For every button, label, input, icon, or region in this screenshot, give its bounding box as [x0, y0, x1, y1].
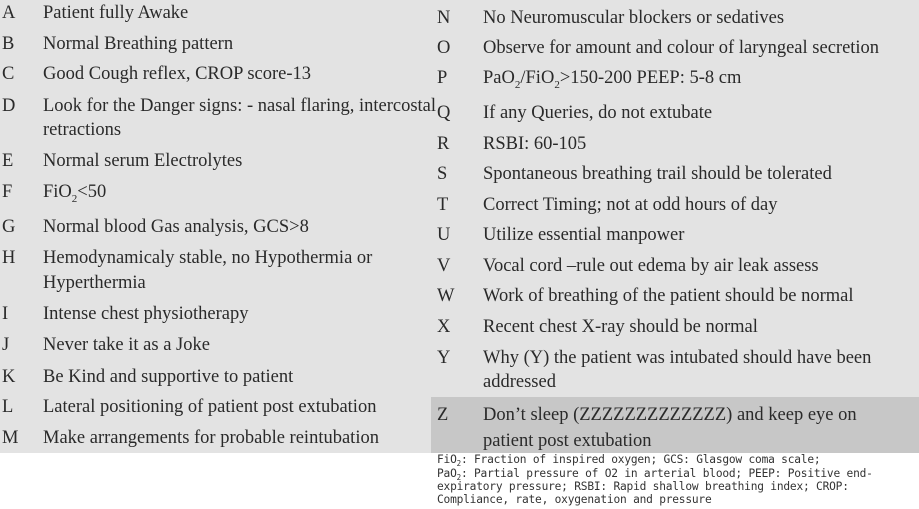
- list-item-v: [0, 253, 919, 279]
- item-text-line2: addressed: [483, 372, 556, 392]
- item-text: Recent chest X-ray should be normal: [483, 317, 758, 337]
- item-text-post: >150-200 PEEP: 5-8 cm: [559, 68, 742, 88]
- item-letter: C: [2, 64, 15, 84]
- item-letter: U: [437, 225, 451, 245]
- item-letter: K: [2, 367, 16, 387]
- footnote-abbr: FiO: [437, 453, 457, 466]
- item-letter: P: [437, 68, 448, 88]
- item-letter: M: [2, 428, 19, 448]
- item-letter: J: [2, 335, 10, 355]
- item-text-line1: Don’t sleep (ZZZZZZZZZZZZZ) and keep eye on: [483, 405, 857, 425]
- item-text: Spontaneous breathing trail should be tolerated: [483, 164, 832, 184]
- item-letter: V: [437, 256, 451, 276]
- subscript: 2: [71, 193, 78, 205]
- item-letter: G: [2, 217, 16, 237]
- item-letter: Z: [437, 405, 449, 425]
- item-letter: Y: [437, 348, 451, 368]
- list-item-t: [0, 192, 919, 218]
- item-text: Lateral positioning of patient post extubation: [43, 397, 377, 417]
- item-text-line1: Look for the Danger signs: - nasal flaring, intercostal: [43, 96, 437, 116]
- item-letter: E: [2, 151, 14, 171]
- footnote-line: [437, 454, 915, 468]
- item-text: Utilize essential manpower: [483, 225, 685, 245]
- item-letter: T: [437, 195, 449, 215]
- item-text-line2: retractions: [43, 120, 122, 140]
- item-text: Good Cough reflex, CROP score-13: [43, 64, 312, 84]
- item-text: Correct Timing; not at odd hours of day: [483, 195, 778, 215]
- footnote-abbr: PaO: [437, 466, 457, 480]
- subscript: 2: [456, 472, 461, 482]
- item-letter: Q: [437, 103, 451, 123]
- list-item-p: [0, 65, 919, 91]
- subscript: 2: [514, 79, 521, 91]
- table-footnote: [437, 454, 915, 506]
- list-item-y: [0, 345, 919, 397]
- list-item-w: [0, 283, 919, 309]
- item-text: Normal Breathing pattern: [43, 34, 234, 54]
- item-text-pre: PaO: [483, 68, 515, 88]
- item-letter: A: [2, 3, 16, 23]
- item-text: Be Kind and supportive to patient: [43, 367, 294, 387]
- item-text: Intense chest physiotherapy: [43, 304, 249, 324]
- item-text: [483, 65, 741, 93]
- item-text-line2: Hyperthermia: [43, 273, 146, 293]
- item-text-line1: Hemodynamicaly stable, no Hypothermia or: [43, 248, 373, 268]
- item-letter: I: [2, 304, 9, 324]
- footnote-line: expiratory pressure; RSBI: Rapid shallow breathing index; CROP:: [437, 480, 849, 493]
- footnote-text: : Fraction of inspired oxygen; GCS: Glasgow coma scale;: [460, 453, 821, 466]
- list-item-r: [0, 131, 919, 157]
- item-text: If any Queries, do not extubate: [483, 103, 713, 123]
- item-letter: F: [2, 182, 13, 202]
- item-text-line2: patient post extubation: [483, 431, 652, 451]
- item-text: RSBI: 60-105: [483, 134, 587, 154]
- list-item-s: [0, 161, 919, 187]
- item-text: Normal serum Electrolytes: [43, 151, 243, 171]
- footnote-line: [437, 468, 915, 482]
- list-item-n: [0, 5, 919, 31]
- item-letter: S: [437, 164, 448, 184]
- list-item-q: [0, 100, 919, 126]
- item-letter: W: [437, 286, 455, 306]
- footnote-text: : Partial pressure of O2 in arterial blood; PEEP: Positive end-: [460, 466, 873, 480]
- item-text: Work of breathing of the patient should be normal: [483, 286, 854, 306]
- item-text: Normal blood Gas analysis, GCS>8: [43, 217, 309, 237]
- list-item-z: [0, 402, 919, 454]
- subscript: 2: [456, 459, 461, 468]
- item-text-line1: Why (Y) the patient was intubated should have been: [483, 348, 872, 368]
- list-item-o: [0, 35, 919, 61]
- item-letter: D: [2, 96, 16, 116]
- item-letter: N: [437, 8, 451, 28]
- item-text: No Neuromuscular blockers or sedatives: [483, 8, 785, 28]
- item-text-mid: /FiO: [520, 68, 555, 88]
- item-letter: O: [437, 38, 451, 58]
- item-text: Vocal cord –rule out edema by air leak assess: [483, 256, 819, 276]
- item-letter: X: [437, 317, 451, 337]
- footnote-line: Compliance, rate, oxygenation and pressure: [437, 492, 712, 506]
- item-text-post: <50: [77, 182, 107, 202]
- item-text-pre: FiO: [43, 182, 72, 202]
- item-letter: H: [2, 248, 16, 268]
- list-item-x: [0, 314, 919, 340]
- item-text: Patient fully Awake: [43, 3, 189, 23]
- item-letter: L: [2, 397, 14, 417]
- item-text: Make arrangements for probable reintubation: [43, 428, 379, 448]
- item-text: Observe for amount and colour of laryngeal secretion: [483, 38, 880, 58]
- item-letter: R: [437, 134, 450, 154]
- subscript: 2: [554, 79, 560, 91]
- list-item-u: [0, 222, 919, 248]
- item-text: Never take it as a Joke: [43, 335, 210, 355]
- item-letter: B: [2, 34, 15, 54]
